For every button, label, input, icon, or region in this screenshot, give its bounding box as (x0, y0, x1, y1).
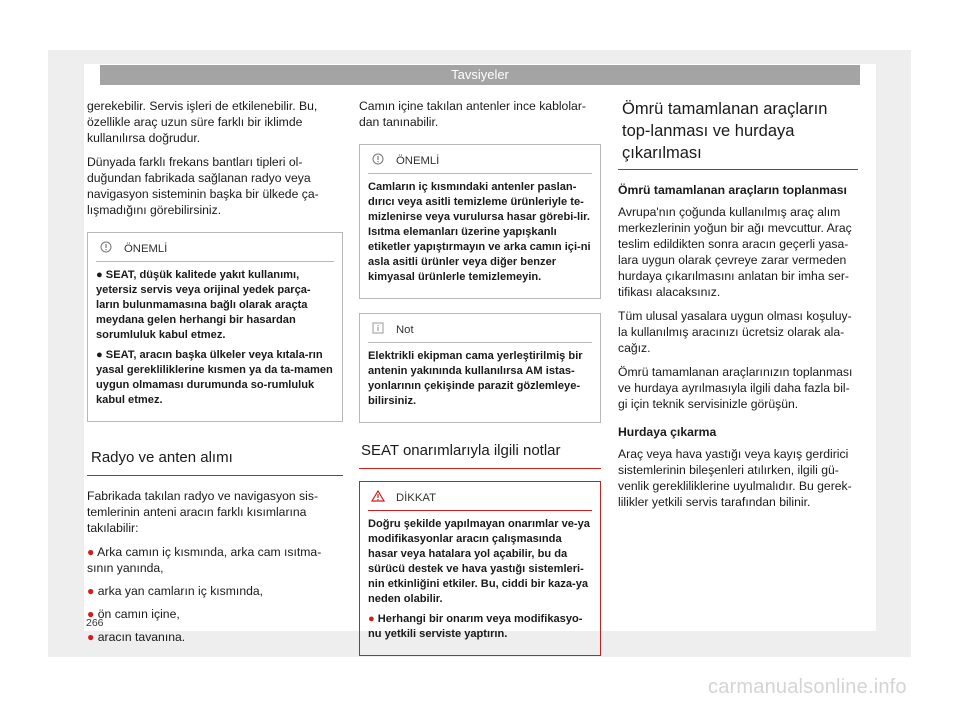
watermark: carmanualsonline.info (708, 676, 907, 698)
column-left (87, 98, 343, 652)
caution-title: DİKKAT (396, 492, 436, 504)
list-item: ● aracın tavanına. (87, 630, 186, 644)
note-title: Not (396, 324, 414, 336)
notice-header (88, 233, 342, 261)
notice-box (359, 144, 601, 299)
info-circle-icon (96, 241, 116, 258)
bullet-icon: ● (368, 613, 375, 625)
paragraph: Araç veya hava yastığı veya kayış gerdirici sistemlerinin bileşenleri atılırken, ilgili gü-venlik gerekliliklerine uyulmalıdır. Bu gerek-lilikler yetkili servis tarafından bilinir. (618, 447, 852, 509)
caution-text: Doğru şekilde yapılmayan onarımlar ve-ya modifikasyonlar aracın çalışmasında hasar veya hatalara yol açabilir, bu da sürücü destek ve hava yastığı sistemleri-nin etkinliğini etkiler. Bu, ciddi bir kaza-ya neden olabilir. (368, 518, 590, 605)
list-item: ● Arka camın iç kısmında, arka cam ısıtma-sının yanında, (87, 545, 322, 575)
paragraph: Dünyada farklı frekans bantları tipleri ol-duğundan fabrikada sağlanan radyo veya navigasyon sisteminin başka bir ülkede ça-lışmadığını görebilirsiniz. (87, 155, 319, 217)
bullet-icon: ● (96, 349, 103, 361)
section-title: SEAT onarımlarıyla ilgili notlar (359, 441, 601, 469)
caution-body (368, 510, 592, 655)
notice-text: Camların iç kısmındaki antenler paslan-dırıcı veya asitli temizleme ürünleriyle te-mizlenirse veya vurulursa hasar görebi-lir. Isıtma elemanları üzerine yapışkanlı etiketler yapıştırmayın ve arka camın içi-ni asla asitli ürünler veya diğer benzer kimyasal ürünlerle temizlemeyin. (368, 181, 591, 283)
bullet-icon: ● (87, 607, 95, 621)
paragraph: Ömrü tamamlanan araçlarınızın toplanması ve hurdaya ayrılmasıyla ilgili daha fazla bil-gi için teknik servisinizle görüşün. (618, 365, 853, 411)
bullet-icon: ● (87, 584, 95, 598)
paragraph: Tüm ulusal yasalara uygun olması koşuluy-la kullanılmış aracınızı ücretsiz olarak ala-cağız. (618, 309, 852, 355)
paragraph: Camın içine takılan antenler ince kablolar-dan tanınabilir. (359, 99, 586, 129)
notice-box (87, 232, 343, 422)
bullet-icon: ● (87, 630, 95, 644)
paragraph: Avrupa'nın çoğunda kullanılmış araç alım merkezlerinin yoğun bir ağı mevcuttur. Araç teslim edildikten sonra aracın geçerli yasa-lara uygun olarak çevreye zarar vermeden hurdaya çıkarılmasını anlatan bir imha ser-tifikası alacaksınız. (618, 205, 852, 299)
column-right (618, 98, 858, 518)
list-item: ● arka yan camların iç kısmında, (87, 584, 264, 598)
notice-title: ÖNEMLİ (396, 155, 440, 167)
subheading: Hurdaya çıkarma (618, 425, 717, 439)
paragraph: Fabrikada takılan radyo ve navigasyon sis-temlerinin anteni aracın farklı kısımlarına takılabilir: (87, 489, 319, 535)
paragraph: gerekebilir. Servis işleri de etkilenebilir. Bu, özellikle araç uzun süre farklı bir iklimde kullanılırsa doğrudur. (87, 99, 318, 145)
note-body (368, 342, 592, 422)
note-icon (368, 322, 388, 339)
notice-header (360, 145, 600, 173)
section-title: Ömrü tamamlanan araçların top-lanması ve hurdaya çıkarılması (618, 98, 858, 170)
note-box (359, 313, 601, 423)
section-title: Radyo ve anten alımı (87, 448, 343, 476)
notice-body (368, 173, 592, 298)
bullet-icon: ● (96, 269, 103, 281)
caution-box (359, 481, 601, 656)
list-item: ● ön camın içine, (87, 607, 180, 621)
info-circle-icon (368, 153, 388, 170)
caution-item: ● Herhangi bir onarım veya modifikasyo-nu yetkili serviste yaptırın. (368, 613, 583, 640)
warning-triangle-icon (368, 490, 388, 507)
bullet-icon: ● (87, 545, 95, 559)
subheading: Ömrü tamamlanan araçların toplanması (618, 183, 847, 197)
page-header: Tavsiyeler (100, 65, 860, 85)
note-header (360, 314, 600, 342)
column-middle (359, 98, 601, 664)
notice-title: ÖNEMLİ (124, 243, 168, 255)
note-text: Elektrikli ekipman cama yerleştirilmiş bir antenin yakınında kullanılırsa AM istas-yonlarının çekişinde parazit gözlemleye-bilirsiniz. (368, 350, 583, 407)
page-number: 266 (86, 617, 104, 629)
caution-header (360, 482, 600, 510)
notice-item: ● SEAT, aracın başka ülkeler veya kıtala-rın yasal gerekliliklerine kısmen ya da ta-mamen uygun olmaması durumunda so-rumluluk kabul etmez. (96, 349, 333, 406)
notice-body (96, 261, 334, 421)
notice-item: ● SEAT, düşük kalitede yakıt kullanımı, yetersiz servis veya orijinal yedek parça-ların bulunmamasına bağlı olarak araçta meydana gelen herhangi bir hasardan sorumluluk kabul etmez. (96, 269, 311, 341)
